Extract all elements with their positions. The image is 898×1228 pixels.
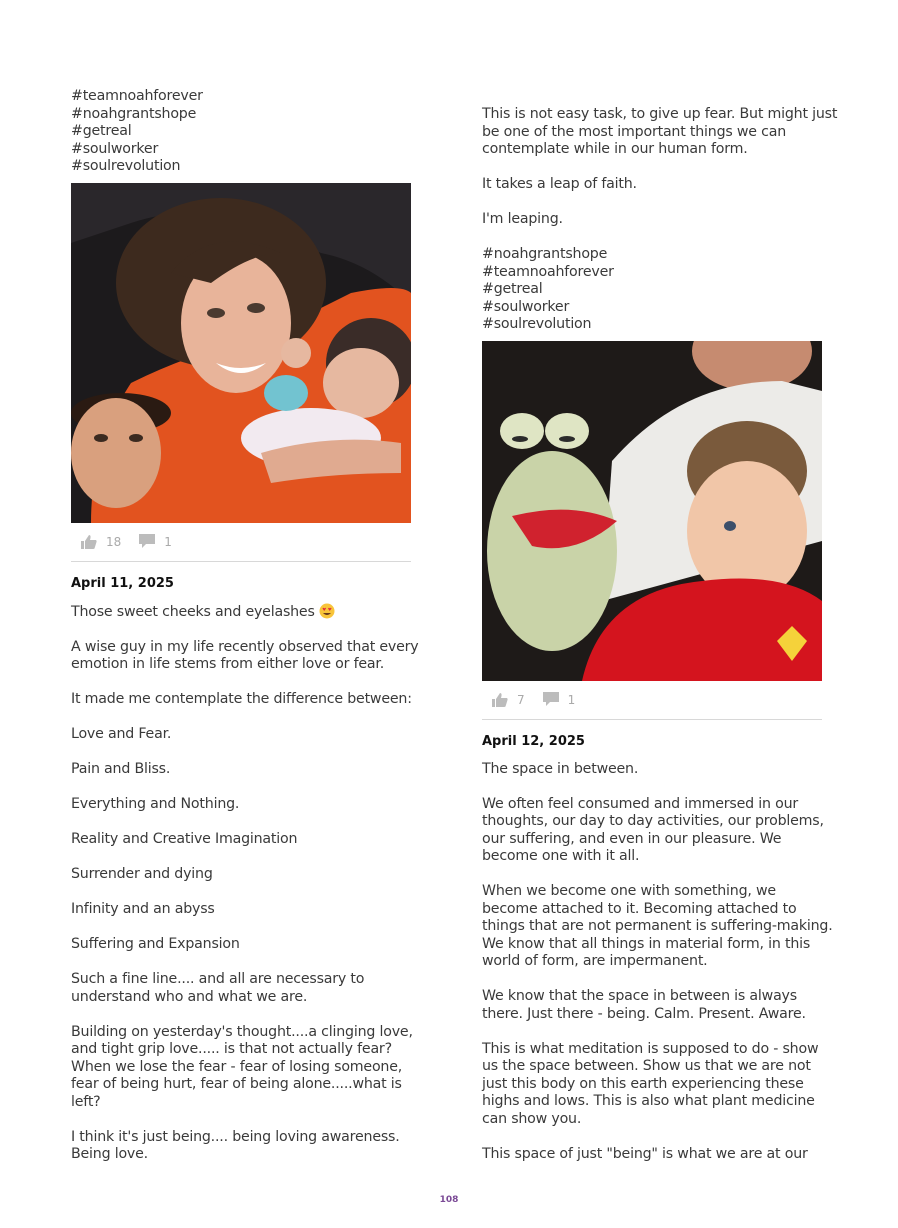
paragraph: We often feel consumed and immersed in our thoughts, our day to day activities, our problems, our suffering, and even in our pleasure. We become one with it all. [482,795,824,864]
paragraph: This is not easy task, to give up fear. But might just be one of the most important things we can contemplate while in our human form. [482,106,838,157]
comment-icon[interactable] [543,692,559,707]
paragraph: It made me contemplate the difference between: [71,691,412,707]
paragraph: Pain and Bliss. [71,761,171,777]
left-post-stats [71,523,411,562]
post-date: April 12, 2025 [482,733,585,749]
like-count: 7 [517,692,525,707]
comment-icon[interactable] [139,534,155,549]
post-intro: The space in between. [482,760,639,777]
hashtag[interactable]: #soulworker [482,298,570,315]
paragraph: A wise guy in my life recently observed that every emotion in life stems from either love or fear. [71,638,419,672]
hashtag[interactable]: #noahgrantshope [482,246,608,262]
paragraph: I think it's just being.... being loving awareness. Being love. [71,1128,400,1162]
paragraph: Suffering and Expansion [71,936,240,952]
paragraph: Love and Fear. [71,726,172,742]
heart-eyes-emoji-icon [319,603,335,619]
post-date: April 11, 2025 [71,575,174,591]
paragraph: Such a fine line.... and all are necessary to understand who and what we are. [71,971,365,1005]
left-column [71,88,419,1181]
paragraph: It takes a leap of faith. [482,176,637,192]
post-intro: Those sweet cheeks and eyelashes [71,603,411,622]
paragraph: When we become one with something, we become attached to it. Becoming attached to things that are not permanent is suffering-making. We know that all things in material form, in this world of form, are impermanent. [482,883,833,969]
hashtag[interactable]: #getreal [71,123,132,139]
hashtag[interactable]: #noahgrantshope [71,105,197,122]
like-count: 18 [106,534,122,549]
paragraph: This is what meditation is supposed to do - show us the space between. Show us that we are not just this body on this earth experiencing these highs and lows. This is also what plant medicine can show you. [482,1040,819,1127]
hashtag[interactable]: #teamnoahforever [482,263,614,280]
paragraph: This space of just "being" is what we are at our [482,1145,808,1162]
like-icon[interactable] [492,693,508,707]
hashtag[interactable]: #soulrevolution [482,316,592,332]
right-column [482,106,838,1181]
hashtag[interactable]: #soulworker [71,140,159,157]
like-icon[interactable] [81,535,97,549]
hashtag[interactable]: #teamnoahforever [71,88,203,104]
hashtag[interactable]: #getreal [482,281,543,297]
mother-and-children-photo[interactable] [71,183,411,523]
baby-and-frog-puppet-photo[interactable] [482,341,822,681]
paragraph: Reality and Creative Imagination [71,831,298,847]
paragraph: We know that the space in between is always there. Just there - being. Calm. Present. Aware. [482,988,806,1022]
right-post-stats [482,681,822,720]
hashtag[interactable]: #soulrevolution [71,158,181,174]
paragraph: Surrender and dying [71,866,213,882]
hashtags-block [71,88,411,176]
comment-count: 1 [567,692,576,707]
hashtags-block [482,246,822,334]
paragraph: Everything and Nothing. [71,796,240,812]
page-number: 108 [439,1195,459,1205]
paragraph: Building on yesterday's thought....a clinging love, and tight grip love..... is that not actually fear? When we lose the fear - fear of losing someone, fear of being hurt, fear of being alone.....what is left? [71,1023,413,1110]
paragraph: Infinity and an abyss [71,901,215,917]
comment-count: 1 [164,534,172,549]
paragraph: I'm leaping. [482,211,563,227]
